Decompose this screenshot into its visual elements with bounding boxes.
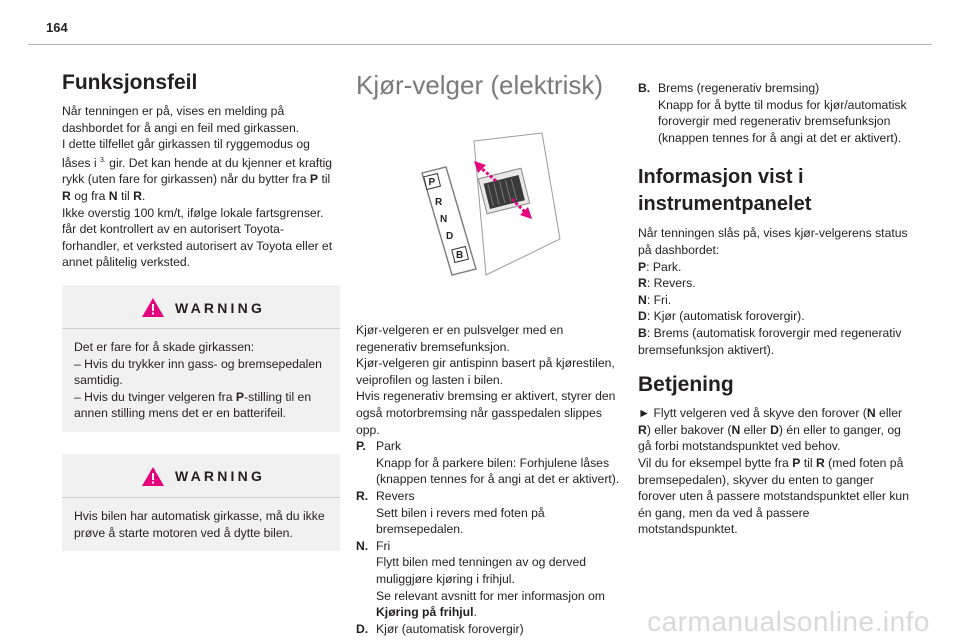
- warning-triangle-icon: [141, 466, 165, 487]
- drive-selector-illustration: [412, 129, 562, 279]
- definition-park: [356, 438, 624, 488]
- definition-value: [658, 80, 910, 146]
- page-number: 164: [46, 20, 68, 35]
- letter-n: N: [440, 214, 448, 225]
- column-right: [638, 80, 910, 538]
- info-intro: Når tenningen slås på, vises kjør-velgerens status på dashbordet:: [638, 226, 908, 257]
- definition-key: R.: [356, 488, 369, 503]
- status-value: : Park.: [646, 259, 682, 274]
- dealer-text: får det kontrollert av en autorisert Toyota-forhandler, et verksted autorisert av Toyota eller et annet pålitelig verksted.: [62, 222, 333, 270]
- section-title-operation: Betjening: [638, 373, 734, 397]
- gear-r: R: [815, 455, 825, 470]
- text: Fri: [376, 538, 391, 553]
- drive-selector-description: [356, 322, 624, 637]
- status-p: [638, 259, 910, 276]
- text: Flytt bilen med tenningen av og derved muliggjøre kjøring i frihjul.: [376, 555, 587, 586]
- text: Flytt velgeren ved å skyve den forover (: [650, 406, 867, 421]
- text: eller: [875, 406, 903, 421]
- traction-text: Kjør-velgeren gir antispinn basert på kjørestilen, veiprofilen og lasten i bilen.: [356, 356, 615, 387]
- gear-r: R: [638, 422, 647, 437]
- status-n: [638, 292, 910, 309]
- text: Knapp for å bytte til modus for kjør/automatisk forovergir med regenerativ bremsefunksjon (knappen tennes for å angi at det er aktivert).: [658, 97, 907, 145]
- warning-header: [74, 454, 332, 495]
- warning-divider: [62, 497, 340, 498]
- text: Vil du for eksempel bytte fra: [638, 455, 793, 470]
- text: Når tenningen er på, vises en melding på dashbordet for å angi en feil med girkassen.: [62, 104, 300, 135]
- text: .: [141, 189, 146, 204]
- definition-key: P.: [356, 439, 366, 454]
- warning-title: WARNING: [174, 468, 266, 485]
- superscript: 3.: [99, 156, 106, 164]
- definition-neutral: [356, 538, 624, 621]
- warning-box-push-start: [62, 454, 340, 551]
- text: .: [473, 605, 477, 620]
- regen-text: Hvis regenerativ bremsing er aktivert, styrer den også motorbremsing når gasspedalen slippes opp.: [356, 389, 616, 437]
- text: I dette tilfellet går girkassen til ryggemodus og låses i: [62, 137, 310, 170]
- definition-value: [376, 438, 624, 488]
- column-middle: [356, 70, 624, 637]
- gear-r: R: [133, 189, 142, 204]
- warning-text: Hvis bilen har automatisk girkasse, må du ikke prøve å starte motoren ved å dytte bilen.: [74, 508, 325, 540]
- text: Park: [376, 439, 402, 454]
- definition-key: B.: [638, 81, 651, 95]
- warning-divider: [62, 328, 340, 329]
- warning-text: [74, 339, 332, 422]
- gear-n: N: [866, 406, 876, 421]
- column-left: [62, 70, 340, 551]
- status-value: : Brems (automatisk forovergir med regenerativ bremsefunksjon aktivert).: [638, 325, 902, 357]
- text: og fra: [70, 189, 109, 204]
- gear-definitions: [356, 438, 624, 637]
- text: gir. Det kan hende at du kjenner et kraftig rykk (uten fare for girkassen) når du bytter fra: [62, 155, 333, 187]
- definition-value: [376, 538, 624, 621]
- status-key: N: [638, 292, 647, 307]
- section-title-funksjonsfeil: Funksjonsfeil: [62, 71, 198, 94]
- gear-p: P: [235, 389, 245, 404]
- gear-r: R: [62, 189, 71, 204]
- bullet-arrow-icon: ►: [638, 406, 651, 421]
- text: -stilling til en annen stilling mens det er en batterifeil.: [74, 389, 312, 421]
- instrument-panel-info: [638, 225, 910, 358]
- warning-triangle-icon: [141, 297, 165, 318]
- text: Det er fare for å skade girkassen:: [74, 340, 255, 354]
- freewheel-reference: Kjøring på frihjul: [376, 605, 474, 620]
- text: Sett bilen i revers med foten på bremsepedalen.: [376, 505, 545, 537]
- gear-p: P: [309, 172, 319, 187]
- status-b: [638, 325, 910, 358]
- text: – Hvis du tvinger velgeren fra: [74, 389, 236, 404]
- letter-p: P: [428, 177, 436, 188]
- warning-box-gearbox: [62, 285, 340, 432]
- gear-n: N: [108, 189, 118, 204]
- text: – Hvis du trykker inn gass- og bremsepedalen samtidig.: [74, 356, 322, 388]
- operation-text: [638, 405, 910, 538]
- intro-text: Kjør-velgeren er en pulsvelger med en regenerativ bremsefunksjon.: [356, 323, 564, 354]
- letter-d: D: [446, 231, 454, 242]
- text: til: [117, 189, 134, 204]
- malfunction-paragraph-1: [62, 103, 340, 271]
- warning-header: [74, 285, 332, 326]
- section-title-drive-selector: Kjør-velger (elektrisk): [356, 70, 604, 100]
- text: ) eller bakover (: [646, 422, 732, 437]
- text: Revers: [376, 488, 415, 503]
- definition-value: [376, 488, 624, 538]
- text: eller: [740, 422, 771, 437]
- text: til: [318, 172, 331, 187]
- definition-key: N.: [356, 538, 369, 553]
- definition-drive: [356, 621, 624, 638]
- letter-r: R: [435, 197, 443, 208]
- status-value: : Fri.: [646, 292, 672, 307]
- gear-d: D: [770, 422, 779, 437]
- speed-limit-text: Ikke overstig 100 km/t, ifølge lokale fartsgrenser.: [62, 205, 324, 220]
- status-key: D: [638, 309, 647, 324]
- text: ) én eller to ganger, og gå forbi motstandspunktet ved behov.: [638, 422, 901, 454]
- text: Knapp for å parkere bilen: Forhjulene låses (knappen tennes for å angi at det er aktivert).: [376, 455, 620, 487]
- gear-p: P: [792, 455, 801, 470]
- gear-n: N: [731, 422, 741, 437]
- status-value: : Revers.: [646, 276, 696, 291]
- definition-key: D.: [356, 621, 369, 636]
- warning-title: WARNING: [174, 299, 266, 316]
- header-divider: [28, 44, 932, 45]
- text: Brems (regenerativ bremsing): [658, 81, 820, 95]
- text: Se relevant avsnitt for mer informasjon om: [376, 588, 605, 603]
- status-d: [638, 308, 910, 325]
- definition-value: Kjør (automatisk forovergir): [376, 621, 524, 636]
- watermark: carmanualsonline.info: [647, 606, 930, 637]
- definition-brake: [638, 80, 910, 146]
- status-r: [638, 275, 910, 292]
- definition-reverse: [356, 488, 624, 538]
- status-key: P: [638, 259, 647, 274]
- text: (med foten på bremsepedalen), skyver du enten to ganger forover uten å passere motstandspunktet eller kun én gang, men da ved å passere motstandspunktet.: [638, 455, 909, 537]
- letter-b: B: [456, 250, 464, 261]
- status-key: R: [638, 276, 647, 291]
- status-key: B: [638, 325, 647, 340]
- status-value: : Kjør (automatisk forovergir).: [646, 309, 805, 324]
- section-title-instrument-panel: Informasjon vist i instrumentpanelet: [638, 166, 812, 216]
- text: til: [800, 455, 816, 470]
